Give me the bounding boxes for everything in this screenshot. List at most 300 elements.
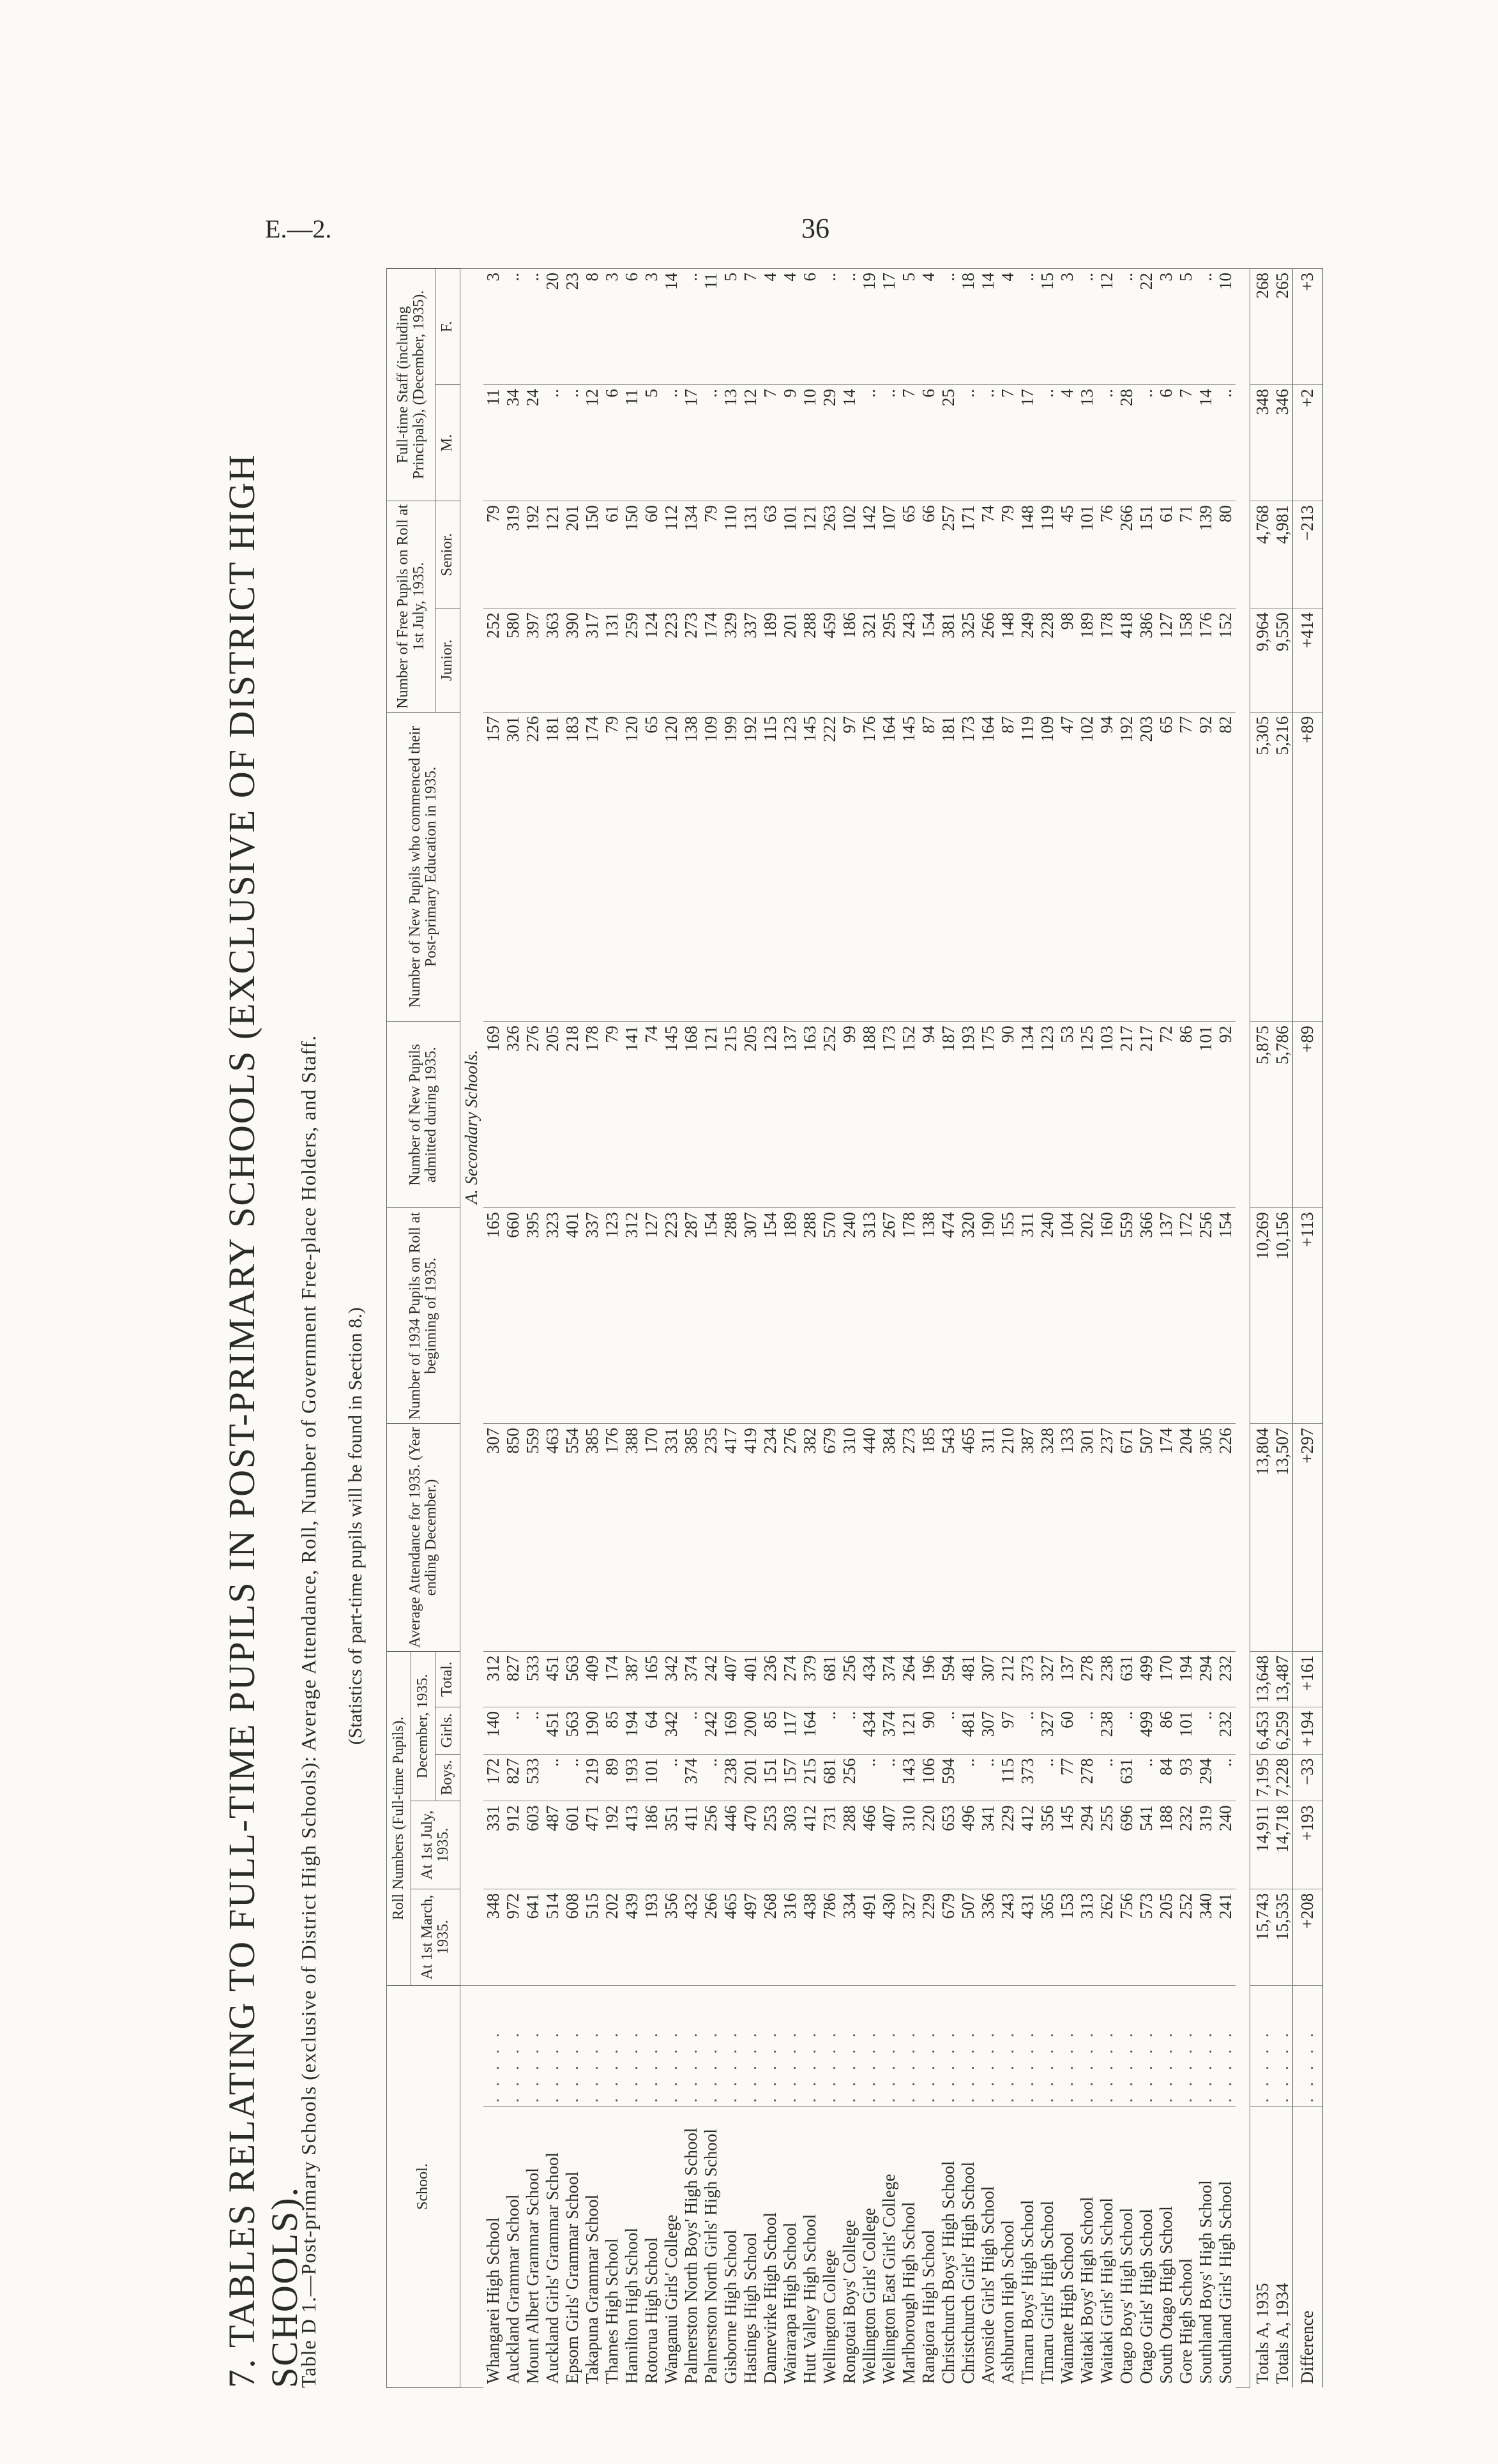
march-cell: 608 bbox=[563, 1889, 582, 1985]
sen-cell: 80 bbox=[1216, 501, 1236, 608]
march-cell: 262 bbox=[1097, 1889, 1117, 1985]
dot-leader: . . . . . bbox=[998, 1986, 1018, 2107]
total-cell: 238 bbox=[1097, 1651, 1117, 1707]
m-cell: 28 bbox=[1117, 385, 1137, 501]
march-cell: 432 bbox=[681, 1889, 701, 1985]
avg-cell: 850 bbox=[503, 1424, 523, 1651]
m-cell: 14 bbox=[1196, 385, 1216, 501]
july-cell: 14,718 bbox=[1273, 1801, 1293, 1889]
avg-cell: 385 bbox=[681, 1424, 701, 1651]
adm-cell: +89 bbox=[1292, 1022, 1322, 1208]
f-cell: .. bbox=[820, 269, 840, 385]
sen-cell: 74 bbox=[978, 501, 998, 608]
com-cell: 226 bbox=[523, 712, 543, 1022]
girls-cell: 194 bbox=[622, 1707, 642, 1754]
table-row bbox=[741, 269, 760, 2388]
avg-cell: 385 bbox=[582, 1424, 602, 1651]
avg-cell: 559 bbox=[523, 1424, 543, 1651]
n1934-cell: 178 bbox=[899, 1208, 919, 1424]
f-cell: .. bbox=[681, 269, 701, 385]
girls-cell: 97 bbox=[998, 1707, 1018, 1754]
sen-cell: 263 bbox=[820, 501, 840, 608]
avg-cell: 185 bbox=[919, 1424, 939, 1651]
school-name-cell: Otago Boys' High School bbox=[1117, 2107, 1137, 2388]
avg-cell: 13,804 bbox=[1250, 1424, 1273, 1651]
total-cell: 264 bbox=[899, 1651, 919, 1707]
dot-leader: . . . . . bbox=[840, 1986, 859, 2107]
at-march-header: At 1st March, 1935. bbox=[411, 1889, 460, 1985]
dot-leader: . . . . . bbox=[760, 1986, 780, 2107]
jun-cell: 228 bbox=[1038, 608, 1057, 712]
f-cell: 14 bbox=[978, 269, 998, 385]
totals-row bbox=[1250, 269, 1273, 2388]
boys-cell: 278 bbox=[1077, 1754, 1097, 1801]
girls-cell: .. bbox=[503, 1707, 523, 1754]
sen-cell: 266 bbox=[1117, 501, 1137, 608]
boys-cell: 77 bbox=[1057, 1754, 1077, 1801]
n1934-cell: 401 bbox=[563, 1208, 582, 1424]
adm-cell: 163 bbox=[800, 1022, 820, 1208]
dot-leader: . . . . . bbox=[958, 1986, 978, 2107]
sen-cell: 79 bbox=[998, 501, 1018, 608]
school-name-cell: Auckland Grammar School bbox=[503, 2107, 523, 2388]
girls-cell: 307 bbox=[978, 1707, 998, 1754]
avg-cell: 305 bbox=[1196, 1424, 1216, 1651]
com-cell: 79 bbox=[602, 712, 622, 1022]
boys-cell: 374 bbox=[681, 1754, 701, 1801]
girls-cell: 451 bbox=[543, 1707, 563, 1754]
boys-cell: 373 bbox=[1018, 1754, 1038, 1801]
avg-cell: 273 bbox=[899, 1424, 919, 1651]
avg-cell: 507 bbox=[1137, 1424, 1156, 1651]
july-cell: 446 bbox=[721, 1801, 741, 1889]
total-cell: 13,648 bbox=[1250, 1651, 1273, 1707]
girls-cell: 563 bbox=[563, 1707, 582, 1754]
march-cell: 334 bbox=[840, 1889, 859, 1985]
sen-cell: 71 bbox=[1176, 501, 1196, 608]
dot-leader: . . . . . bbox=[1117, 1986, 1137, 2107]
boys-cell: .. bbox=[701, 1754, 721, 1801]
girls-cell: 60 bbox=[1057, 1707, 1077, 1754]
avg-cell: 387 bbox=[1018, 1424, 1038, 1651]
avg-cell: 226 bbox=[1216, 1424, 1236, 1651]
total-cell: 373 bbox=[1018, 1651, 1038, 1707]
adm-cell: 187 bbox=[939, 1022, 958, 1208]
sen-cell: 4,768 bbox=[1250, 501, 1273, 608]
m-cell: 34 bbox=[503, 385, 523, 501]
com-cell: 109 bbox=[1038, 712, 1057, 1022]
july-cell: 188 bbox=[1156, 1801, 1176, 1889]
boys-cell: 115 bbox=[998, 1754, 1018, 1801]
table-row bbox=[662, 269, 681, 2388]
avg-cell: 176 bbox=[602, 1424, 622, 1651]
m-cell: +2 bbox=[1292, 385, 1322, 501]
total-cell: 387 bbox=[622, 1651, 642, 1707]
july-cell: 466 bbox=[859, 1801, 879, 1889]
sen-cell: 79 bbox=[701, 501, 721, 608]
july-cell: 341 bbox=[978, 1801, 998, 1889]
com-cell: 120 bbox=[622, 712, 642, 1022]
jun-cell: 390 bbox=[563, 608, 582, 712]
boys-cell: 7,195 bbox=[1250, 1754, 1273, 1801]
dot-leader: . . . . . bbox=[780, 1986, 800, 2107]
total-cell: 256 bbox=[840, 1651, 859, 1707]
m-cell: 7 bbox=[1176, 385, 1196, 501]
table-row bbox=[859, 269, 879, 2388]
jun-cell: 152 bbox=[1216, 608, 1236, 712]
table-row bbox=[800, 269, 820, 2388]
total-cell: 631 bbox=[1117, 1651, 1137, 1707]
avg-cell: 311 bbox=[978, 1424, 998, 1651]
avg-cell: 543 bbox=[939, 1424, 958, 1651]
girls-cell: 6,453 bbox=[1250, 1707, 1273, 1754]
n1934-cell: 366 bbox=[1137, 1208, 1156, 1424]
f-cell: 6 bbox=[800, 269, 820, 385]
boys-cell: .. bbox=[879, 1754, 899, 1801]
table-row bbox=[642, 269, 662, 2388]
adm-cell: 252 bbox=[820, 1022, 840, 1208]
n1934-cell: 10,269 bbox=[1250, 1208, 1273, 1424]
boys-header: Boys. bbox=[435, 1754, 460, 1801]
f-cell: 3 bbox=[483, 269, 503, 385]
girls-cell: 499 bbox=[1137, 1707, 1156, 1754]
adm-cell: 217 bbox=[1117, 1022, 1137, 1208]
total-cell: 294 bbox=[1196, 1651, 1216, 1707]
march-cell: 243 bbox=[998, 1889, 1018, 1985]
dot-leader: . . . . . bbox=[721, 1986, 741, 2107]
totals-row bbox=[1273, 269, 1293, 2388]
m-cell: 25 bbox=[939, 385, 958, 501]
march-cell: 15,535 bbox=[1273, 1889, 1293, 1985]
com-cell: 203 bbox=[1137, 712, 1156, 1022]
sen-cell: 171 bbox=[958, 501, 978, 608]
f-cell: 3 bbox=[1057, 269, 1077, 385]
girls-cell: .. bbox=[840, 1707, 859, 1754]
n1934-cell: 223 bbox=[662, 1208, 681, 1424]
march-cell: 252 bbox=[1176, 1889, 1196, 1985]
jun-cell: 580 bbox=[503, 608, 523, 712]
girls-cell: 169 bbox=[721, 1707, 741, 1754]
n1934-cell: 123 bbox=[602, 1208, 622, 1424]
boys-cell: 201 bbox=[741, 1754, 760, 1801]
adm-cell: 178 bbox=[582, 1022, 602, 1208]
boys-cell: .. bbox=[662, 1754, 681, 1801]
dot-leader: . . . . . bbox=[681, 1986, 701, 2107]
girls-cell: 342 bbox=[662, 1707, 681, 1754]
july-cell: 487 bbox=[543, 1801, 563, 1889]
com-cell: 82 bbox=[1216, 712, 1236, 1022]
n1934-cell: 311 bbox=[1018, 1208, 1038, 1424]
average-attendance-header: Average Attendance for 1935. (Year ending December.) bbox=[387, 1424, 460, 1651]
n1934-cell: 256 bbox=[1196, 1208, 1216, 1424]
jun-cell: +414 bbox=[1292, 608, 1322, 712]
m-cell: .. bbox=[1038, 385, 1057, 501]
adm-cell: 72 bbox=[1156, 1022, 1176, 1208]
girls-cell: 164 bbox=[800, 1707, 820, 1754]
table-row bbox=[1097, 269, 1117, 2388]
m-cell: 29 bbox=[820, 385, 840, 501]
total-cell: 827 bbox=[503, 1651, 523, 1707]
total-cell: 236 bbox=[760, 1651, 780, 1707]
jun-cell: 363 bbox=[543, 608, 563, 712]
december-header: December, 1935. bbox=[411, 1651, 435, 1801]
com-cell: 97 bbox=[840, 712, 859, 1022]
boys-cell: .. bbox=[1216, 1754, 1236, 1801]
n1934-cell: 10,156 bbox=[1273, 1208, 1293, 1424]
avg-cell: 463 bbox=[543, 1424, 563, 1651]
july-cell: 696 bbox=[1117, 1801, 1137, 1889]
school-name-cell: Waimate High School bbox=[1057, 2107, 1077, 2388]
total-cell: 374 bbox=[681, 1651, 701, 1707]
com-cell: 138 bbox=[681, 712, 701, 1022]
jun-cell: 189 bbox=[760, 608, 780, 712]
table-row bbox=[1057, 269, 1077, 2388]
adm-cell: 90 bbox=[998, 1022, 1018, 1208]
com-cell: 174 bbox=[582, 712, 602, 1022]
adm-cell: 99 bbox=[840, 1022, 859, 1208]
total-cell: 499 bbox=[1137, 1651, 1156, 1707]
adm-cell: 205 bbox=[543, 1022, 563, 1208]
com-cell: 183 bbox=[563, 712, 582, 1022]
table-row bbox=[780, 269, 800, 2388]
school-name-cell: Gore High School bbox=[1176, 2107, 1196, 2388]
f-cell: .. bbox=[1196, 269, 1216, 385]
july-cell: 256 bbox=[701, 1801, 721, 1889]
july-cell: 653 bbox=[939, 1801, 958, 1889]
n1934-cell: 172 bbox=[1176, 1208, 1196, 1424]
f-cell: .. bbox=[939, 269, 958, 385]
table-body bbox=[460, 269, 1322, 2388]
m-cell: .. bbox=[879, 385, 899, 501]
jun-cell: 148 bbox=[998, 608, 1018, 712]
statistics-table bbox=[386, 268, 1323, 2388]
n1934-cell: 240 bbox=[840, 1208, 859, 1424]
girls-cell: 190 bbox=[582, 1707, 602, 1754]
jun-cell: 176 bbox=[1196, 608, 1216, 712]
boys-cell: 681 bbox=[820, 1754, 840, 1801]
staff-female-header: F. bbox=[435, 269, 460, 385]
jun-cell: 223 bbox=[662, 608, 681, 712]
adm-cell: 137 bbox=[780, 1022, 800, 1208]
jun-cell: 9,550 bbox=[1273, 608, 1293, 712]
com-cell: 120 bbox=[662, 712, 681, 1022]
com-cell: 5,216 bbox=[1273, 712, 1293, 1022]
dot-leader: . . . . . bbox=[523, 1986, 543, 2107]
m-cell: 14 bbox=[840, 385, 859, 501]
march-cell: 438 bbox=[800, 1889, 820, 1985]
july-cell: 912 bbox=[503, 1801, 523, 1889]
com-cell: 5,305 bbox=[1250, 712, 1273, 1022]
at-july-header: At 1st July, 1935. bbox=[411, 1801, 460, 1889]
com-cell: 115 bbox=[760, 712, 780, 1022]
march-cell: 439 bbox=[622, 1889, 642, 1985]
com-cell: 164 bbox=[879, 712, 899, 1022]
jun-cell: 249 bbox=[1018, 608, 1038, 712]
n1934-cell: 189 bbox=[780, 1208, 800, 1424]
n1934-cell: +113 bbox=[1292, 1208, 1322, 1424]
total-cell: 137 bbox=[1057, 1651, 1077, 1707]
n1934-cell: 240 bbox=[1038, 1208, 1057, 1424]
table-row bbox=[919, 269, 939, 2388]
m-cell: 346 bbox=[1273, 385, 1293, 501]
boys-cell: .. bbox=[978, 1754, 998, 1801]
avg-cell: 417 bbox=[721, 1424, 741, 1651]
avg-cell: 234 bbox=[760, 1424, 780, 1651]
n1934-cell: 474 bbox=[939, 1208, 958, 1424]
school-name-cell: Dannevirke High School bbox=[760, 2107, 780, 2388]
page-number: 36 bbox=[801, 213, 829, 244]
girls-cell: 121 bbox=[899, 1707, 919, 1754]
f-cell: 5 bbox=[721, 269, 741, 385]
boys-cell: 533 bbox=[523, 1754, 543, 1801]
jun-cell: 178 bbox=[1097, 608, 1117, 712]
boys-cell: 106 bbox=[919, 1754, 939, 1801]
m-cell: 13 bbox=[721, 385, 741, 501]
total-cell: 13,487 bbox=[1273, 1651, 1293, 1707]
boys-cell: 93 bbox=[1176, 1754, 1196, 1801]
avg-cell: 679 bbox=[820, 1424, 840, 1651]
boys-cell: 7,228 bbox=[1273, 1754, 1293, 1801]
july-cell: 351 bbox=[662, 1801, 681, 1889]
table-row bbox=[582, 269, 602, 2388]
com-cell: 102 bbox=[1077, 712, 1097, 1022]
com-cell: 301 bbox=[503, 712, 523, 1022]
sen-cell: 139 bbox=[1196, 501, 1216, 608]
avg-cell: 465 bbox=[958, 1424, 978, 1651]
jun-cell: 288 bbox=[800, 608, 820, 712]
school-name-cell: Whangarei High School bbox=[483, 2107, 503, 2388]
school-name-cell: Epsom Girls' Grammar School bbox=[563, 2107, 582, 2388]
table-row bbox=[523, 269, 543, 2388]
sen-cell: 79 bbox=[483, 501, 503, 608]
dot-leader: . . . . . bbox=[1156, 1986, 1176, 2107]
sen-cell: 45 bbox=[1057, 501, 1077, 608]
sen-cell: 150 bbox=[622, 501, 642, 608]
avg-cell: 174 bbox=[1156, 1424, 1176, 1651]
girls-cell: .. bbox=[1077, 1707, 1097, 1754]
dot-leader: . . . . . bbox=[1216, 1986, 1236, 2107]
com-cell: 119 bbox=[1018, 712, 1038, 1022]
n1934-cell: 320 bbox=[958, 1208, 978, 1424]
sen-cell: 61 bbox=[1156, 501, 1176, 608]
jun-cell: 317 bbox=[582, 608, 602, 712]
avg-cell: 237 bbox=[1097, 1424, 1117, 1651]
sen-cell: 61 bbox=[602, 501, 622, 608]
f-cell: 22 bbox=[1137, 269, 1156, 385]
sen-cell: 65 bbox=[899, 501, 919, 608]
dot-leader: . . . . . bbox=[1097, 1986, 1117, 2107]
f-cell: 4 bbox=[919, 269, 939, 385]
july-cell: 470 bbox=[741, 1801, 760, 1889]
girls-cell: 327 bbox=[1038, 1707, 1057, 1754]
march-cell: 786 bbox=[820, 1889, 840, 1985]
adm-cell: 152 bbox=[899, 1022, 919, 1208]
boys-cell: −33 bbox=[1292, 1754, 1322, 1801]
m-cell: .. bbox=[1216, 385, 1236, 501]
table-header bbox=[387, 269, 460, 2388]
avg-cell: 204 bbox=[1176, 1424, 1196, 1651]
dot-leader: . . . . . bbox=[483, 1986, 503, 2107]
sen-cell: 119 bbox=[1038, 501, 1057, 608]
section-label: A. Secondary Schools. bbox=[460, 269, 483, 1986]
f-cell: 3 bbox=[1156, 269, 1176, 385]
girls-cell: 85 bbox=[602, 1707, 622, 1754]
dot-leader: . . . . . bbox=[543, 1986, 563, 2107]
sen-cell: 148 bbox=[1018, 501, 1038, 608]
boys-cell: 157 bbox=[780, 1754, 800, 1801]
jun-cell: 124 bbox=[642, 608, 662, 712]
table-row bbox=[1038, 269, 1057, 2388]
sen-cell: 107 bbox=[879, 501, 899, 608]
m-cell: 11 bbox=[622, 385, 642, 501]
com-cell: 77 bbox=[1176, 712, 1196, 1022]
school-name-cell: Wellington Girls' College bbox=[859, 2107, 879, 2388]
avg-cell: 13,507 bbox=[1273, 1424, 1293, 1651]
table-subtitle: Table D 1.—Post-primary Schools (exclusive of District High Schools): Average Attendance, Roll, Number of Government Free-place Holders, and Staff. bbox=[297, 1034, 320, 2388]
girls-cell: 434 bbox=[859, 1707, 879, 1754]
jun-cell: 158 bbox=[1176, 608, 1196, 712]
july-cell: 186 bbox=[642, 1801, 662, 1889]
school-name-cell: South Otago High School bbox=[1156, 2107, 1176, 2388]
jun-cell: 295 bbox=[879, 608, 899, 712]
total-cell: 533 bbox=[523, 1651, 543, 1707]
com-cell: 65 bbox=[1156, 712, 1176, 1022]
dot-leader: . . . . . bbox=[1057, 1986, 1077, 2107]
boys-cell: 238 bbox=[721, 1754, 741, 1801]
dot-leader: . . . . . bbox=[820, 1986, 840, 2107]
m-cell: .. bbox=[1137, 385, 1156, 501]
boys-cell: .. bbox=[859, 1754, 879, 1801]
boys-cell: 101 bbox=[642, 1754, 662, 1801]
march-cell: 515 bbox=[582, 1889, 602, 1985]
com-cell: 157 bbox=[483, 712, 503, 1022]
n1934-cell: 570 bbox=[820, 1208, 840, 1424]
avg-cell: 384 bbox=[879, 1424, 899, 1651]
boys-cell: .. bbox=[1137, 1754, 1156, 1801]
total-cell: 165 bbox=[642, 1651, 662, 1707]
table-row bbox=[563, 269, 582, 2388]
adm-cell: 74 bbox=[642, 1022, 662, 1208]
avg-cell: 382 bbox=[800, 1424, 820, 1651]
table-row bbox=[1117, 269, 1137, 2388]
adm-cell: 103 bbox=[1097, 1022, 1117, 1208]
dot-leader: . . . . . bbox=[642, 1986, 662, 2107]
march-cell: 356 bbox=[662, 1889, 681, 1985]
table-row bbox=[681, 269, 701, 2388]
jun-cell: 325 bbox=[958, 608, 978, 712]
school-name-cell: Marlborough High School bbox=[899, 2107, 919, 2388]
jun-cell: 98 bbox=[1057, 608, 1077, 712]
july-cell: 319 bbox=[1196, 1801, 1216, 1889]
adm-cell: 326 bbox=[503, 1022, 523, 1208]
total-cell: 170 bbox=[1156, 1651, 1176, 1707]
adm-cell: 188 bbox=[859, 1022, 879, 1208]
july-cell: 413 bbox=[622, 1801, 642, 1889]
total-cell: 379 bbox=[800, 1651, 820, 1707]
com-cell: 47 bbox=[1057, 712, 1077, 1022]
adm-cell: 193 bbox=[958, 1022, 978, 1208]
girls-cell: .. bbox=[681, 1707, 701, 1754]
table-row bbox=[840, 269, 859, 2388]
sen-cell: 60 bbox=[642, 501, 662, 608]
total-header: Total. bbox=[435, 1651, 460, 1707]
table-row bbox=[939, 269, 958, 2388]
march-cell: 756 bbox=[1117, 1889, 1137, 1985]
july-cell: 412 bbox=[800, 1801, 820, 1889]
f-cell: 268 bbox=[1250, 269, 1273, 385]
boys-cell: 172 bbox=[483, 1754, 503, 1801]
m-cell: 17 bbox=[681, 385, 701, 501]
